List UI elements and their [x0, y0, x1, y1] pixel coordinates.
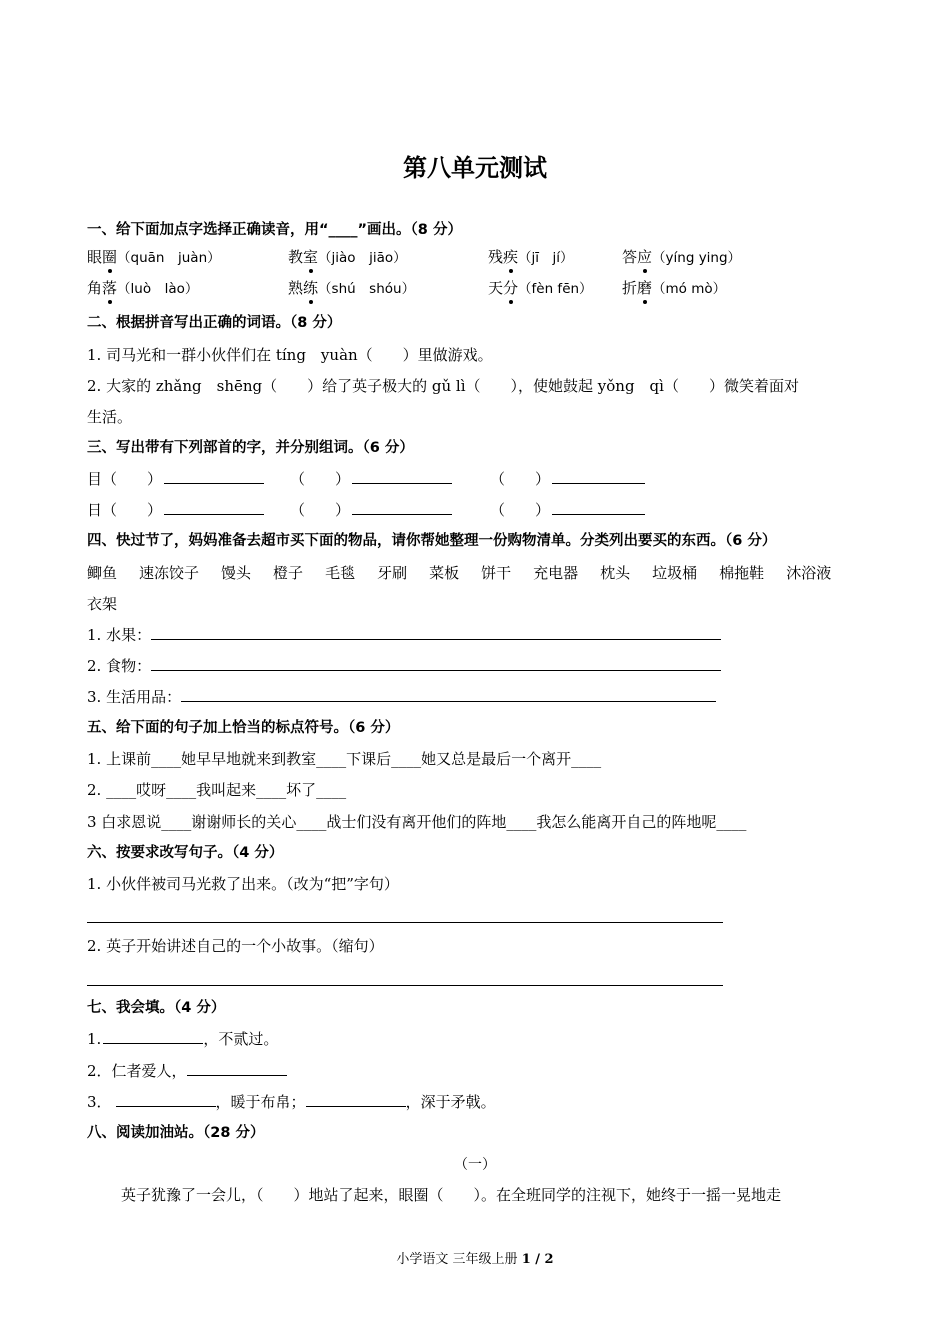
- radical-row: 目（ ）: [87, 469, 264, 489]
- section-4-heading: 四、快过节了，妈妈准备去超市买下面的物品，请你帮她整理一份购物清单。分类列出要买的东西。（6 分）: [87, 533, 777, 549]
- question-line: 1. 司马光和一群小伙伴们在 tíng yuàn（ ）里做游戏。: [87, 346, 493, 364]
- question-line: 生活。: [87, 408, 133, 426]
- answer-blank[interactable]: [103, 1029, 203, 1044]
- reading-subtitle: （一）: [454, 1157, 496, 1173]
- pinyin-item: 天分（fèn fēn）: [488, 279, 593, 297]
- fill-line: 3． ，暖于布帛； ，深于矛戟。: [87, 1093, 496, 1111]
- pinyin-item: 眼圈（quān juàn）: [87, 248, 221, 266]
- pinyin-item: 折磨（mó mò）: [622, 279, 727, 297]
- section-1-heading: 一、给下面加点字选择正确读音，用“____”画出。（8 分）: [87, 222, 462, 238]
- answer-blank[interactable]: [181, 687, 716, 702]
- question-line: 2. 大家的 zhǎng shēng（ ）给了英子极大的 gǔ lì（ ），使她鼓起 yǒng qì（ ）微笑着面对: [87, 377, 799, 395]
- fill-line: 2．仁者爱人，: [87, 1061, 287, 1081]
- answer-blank[interactable]: [552, 500, 645, 515]
- footer-text: 小学语文 三年级上册: [396, 1252, 518, 1267]
- pinyin-item: 残疾（jī jí）: [488, 248, 574, 266]
- answer-blank[interactable]: [164, 500, 264, 515]
- question-line: 2. ____哎呀____我叫起来____坏了____: [87, 781, 347, 799]
- answer-blank[interactable]: [352, 469, 452, 484]
- category-fruit: 1. 水果：: [87, 625, 721, 645]
- answer-line[interactable]: [87, 985, 723, 986]
- section-3-heading: 三、写出带有下列部首的字，并分别组词。（6 分）: [87, 440, 414, 456]
- reading-paragraph: 英子犹豫了一会儿，（ ）地站了起来，眼圈（ ）。在全班同学的注视下，她终于一摇一晃地走: [121, 1186, 782, 1204]
- shopping-word-last: 衣架: [87, 595, 118, 613]
- pinyin-item: 答应（yíng ying）: [622, 248, 742, 266]
- answer-blank[interactable]: [151, 656, 721, 671]
- question-line: 3 白求恩说____谢谢师长的关心____战士们没有离开他们的阵地____我怎么能离开自己的阵地呢____: [87, 813, 747, 831]
- answer-blank[interactable]: [352, 500, 452, 515]
- radical-row: （ ）: [290, 500, 452, 520]
- section-5-heading: 五、给下面的句子加上恰当的标点符号。（6 分）: [87, 720, 400, 736]
- pinyin-item: 熟练（shú shóu）: [288, 279, 416, 297]
- answer-blank[interactable]: [116, 1092, 216, 1107]
- radical-row: （ ）: [290, 469, 452, 489]
- question-line: 2. 英子开始讲述自己的一个小故事。（缩句）: [87, 937, 384, 955]
- pinyin-item: 教室（jiào jiāo）: [288, 248, 407, 266]
- pinyin-item: 角落（luò lào）: [87, 279, 199, 297]
- radical-row: （ ）: [490, 500, 645, 520]
- answer-line[interactable]: [87, 922, 723, 923]
- question-line: 1. 小伙伴被司马光救了出来。（改为“把”字句）: [87, 875, 399, 893]
- category-daily: 3. 生活用品：: [87, 687, 716, 707]
- shopping-word-list: 鲫鱼 速冻饺子 馒头 橙子 毛毯 牙刷 菜板 饼干 充电器 枕头 垃圾桶 棉拖鞋 沐浴液: [87, 564, 832, 582]
- fill-line: 1. ，不贰过。: [87, 1030, 279, 1048]
- radical-row: 日（ ）: [87, 500, 264, 520]
- section-2-heading: 二、根据拼音写出正确的词语。（8 分）: [87, 315, 342, 331]
- section-6-heading: 六、按要求改写句子。（4 分）: [87, 845, 284, 861]
- answer-blank[interactable]: [187, 1061, 287, 1076]
- radical-row: （ ）: [490, 469, 645, 489]
- answer-blank[interactable]: [552, 469, 645, 484]
- section-7-heading: 七、我会填。（4 分）: [87, 1000, 226, 1016]
- question-line: 1. 上课前____她早早地就来到教室____下课后____她又总是最后一个离开____: [87, 750, 602, 768]
- page-title: 第八单元测试: [403, 153, 547, 182]
- answer-blank[interactable]: [164, 469, 264, 484]
- answer-blank[interactable]: [306, 1092, 406, 1107]
- answer-blank[interactable]: [151, 625, 721, 640]
- section-8-heading: 八、阅读加油站。（28 分）: [87, 1125, 265, 1141]
- category-food: 2. 食物：: [87, 656, 721, 676]
- page-footer: [0, 1248, 950, 1267]
- page-number: 1 / 2: [521, 1252, 554, 1267]
- radical-label: 目: [87, 470, 103, 488]
- radical-label: 日: [87, 501, 103, 519]
